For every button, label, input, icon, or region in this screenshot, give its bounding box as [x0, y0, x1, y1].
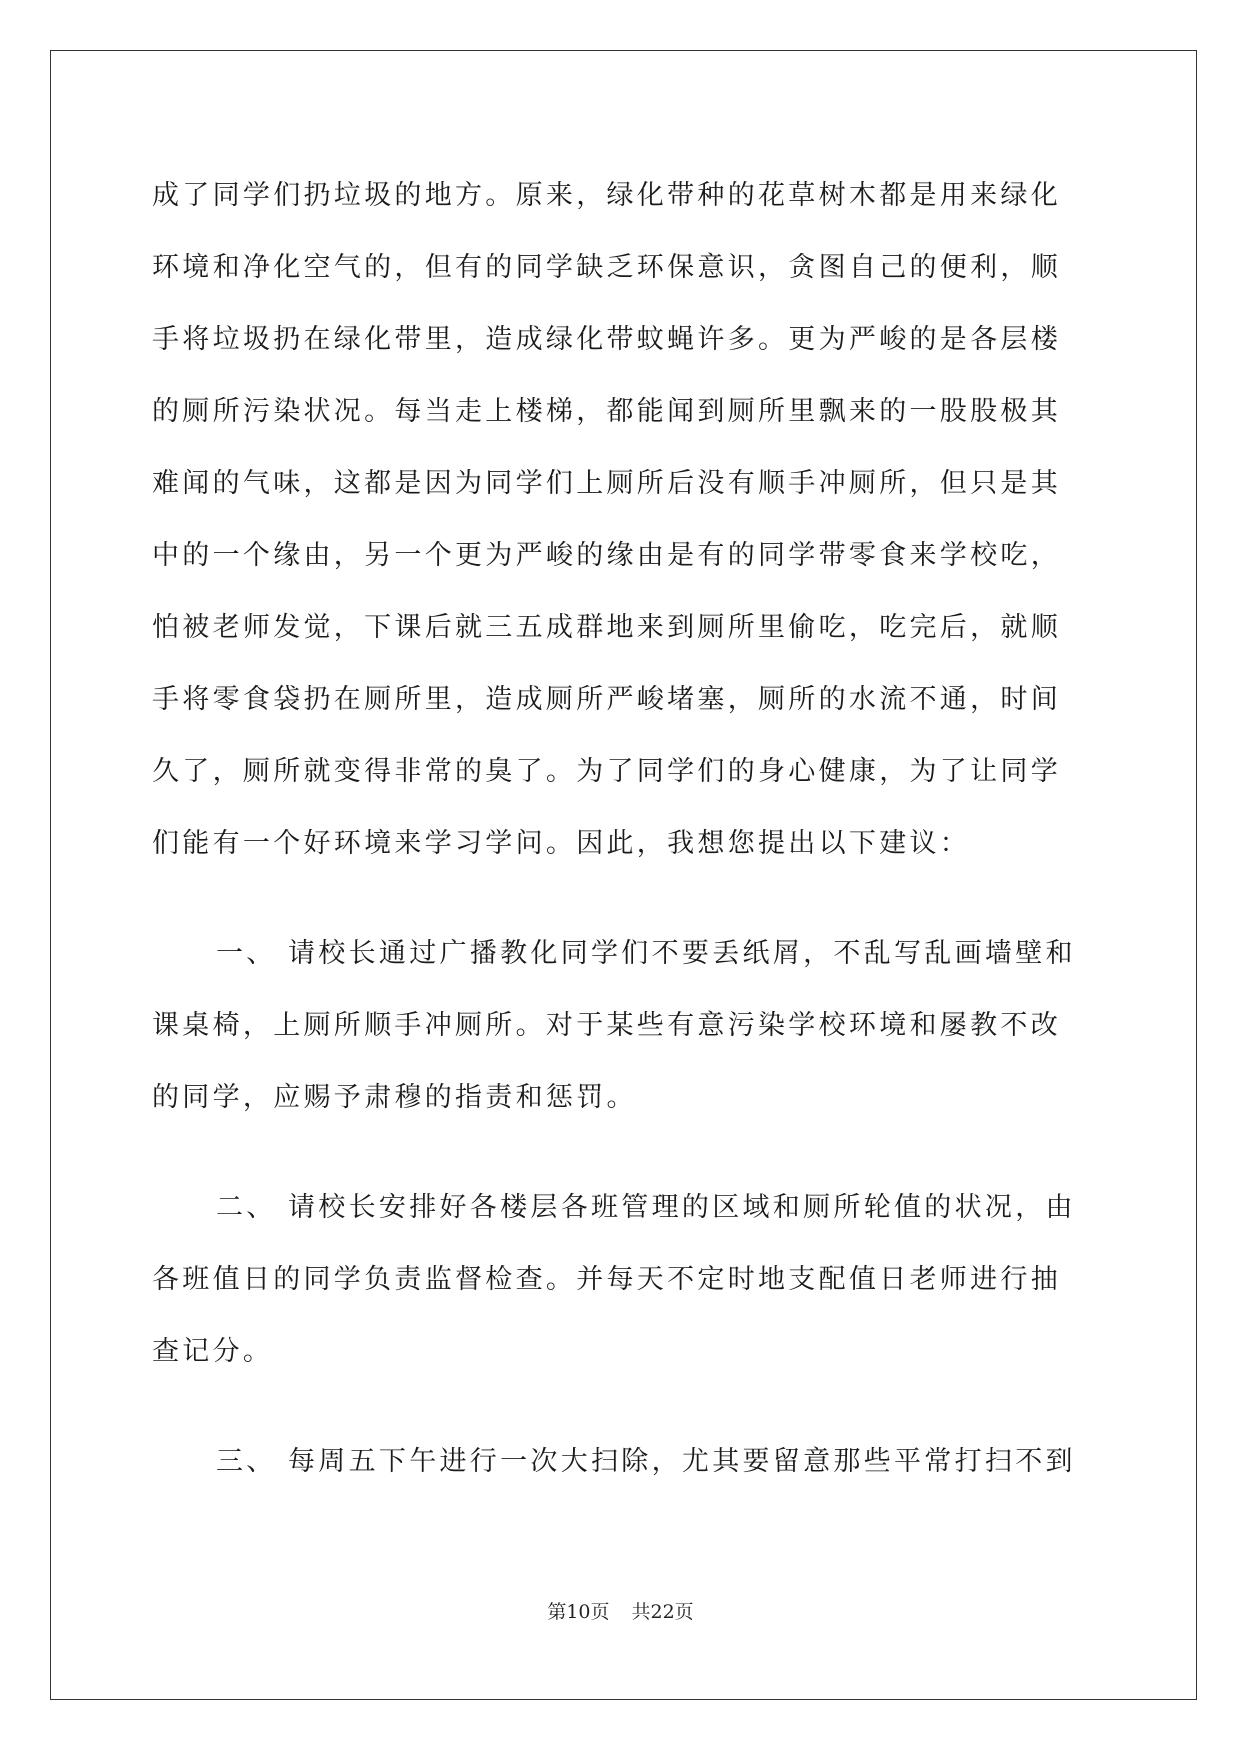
text-line: 查记分。	[152, 1336, 274, 1367]
text-line: 手将垃圾扔在绿化带里，造成绿化带蚊蝇许多。更为严峻的是各层楼	[152, 324, 1061, 355]
item-text: 每周五下午进行一次大扫除，尤其要留意那些平常打扫不到	[288, 1446, 1076, 1477]
text-line: 怕被老师发觉，下课后就三五成群地来到厕所里偷吃，吃完后，就顺	[152, 612, 1061, 643]
text-line: 课桌椅，上厕所顺手冲厕所。对于某些有意污染学校环境和屡教不改	[152, 1010, 1061, 1041]
text-line: 中的一个缘由，另一个更为严峻的缘由是有的同学带零食来学校吃，	[152, 540, 1061, 571]
text-line	[152, 918, 1087, 990]
item-text: 请校长安排好各楼层各班管理的区域和厕所轮值的状况，由	[288, 1192, 1076, 1223]
text-line	[152, 1426, 1087, 1498]
suggestion-item-2	[152, 1172, 1087, 1388]
page-footer	[0, 1597, 1241, 1624]
text-line: 成了同学们扔垃圾的地方。原来，绿化带种的花草树木都是用来绿化	[152, 180, 1061, 211]
text-line: 各班值日的同学负责监督检查。并每天不定时地支配值日老师进行抽	[152, 1264, 1061, 1295]
text-line: 环境和净化空气的，但有的同学缺乏环保意识，贪图自己的便利，顺	[152, 252, 1061, 283]
text-line: 难闻的气味，这都是因为同学们上厕所后没有顺手冲厕所，但只是其	[152, 468, 1061, 499]
suggestion-item-3	[152, 1426, 1087, 1498]
page-number: 第10页	[547, 1601, 610, 1623]
item-number: 三、	[216, 1446, 277, 1477]
text-line: 的厕所污染状况。每当走上楼梯，都能闻到厕所里飘来的一股股极其	[152, 396, 1061, 427]
text-line: 的同学，应赐予肃穆的指责和惩罚。	[152, 1082, 637, 1113]
item-number: 一、	[216, 938, 277, 969]
suggestion-item-1	[152, 918, 1087, 1134]
page-total: 共22页	[631, 1601, 694, 1623]
text-line	[152, 1172, 1087, 1244]
item-number: 二、	[216, 1192, 277, 1223]
text-line: 久了，厕所就变得非常的臭了。为了同学们的身心健康，为了让同学	[152, 756, 1061, 787]
text-line: 们能有一个好环境来学习学问。因此，我想您提出以下建议：	[152, 828, 971, 859]
item-text: 请校长通过广播教化同学们不要丢纸屑，不乱写乱画墙壁和	[288, 938, 1076, 969]
document-body	[152, 160, 1087, 1498]
text-line: 手将零食袋扔在厕所里，造成厕所严峻堵塞，厕所的水流不通，时间	[152, 684, 1061, 715]
